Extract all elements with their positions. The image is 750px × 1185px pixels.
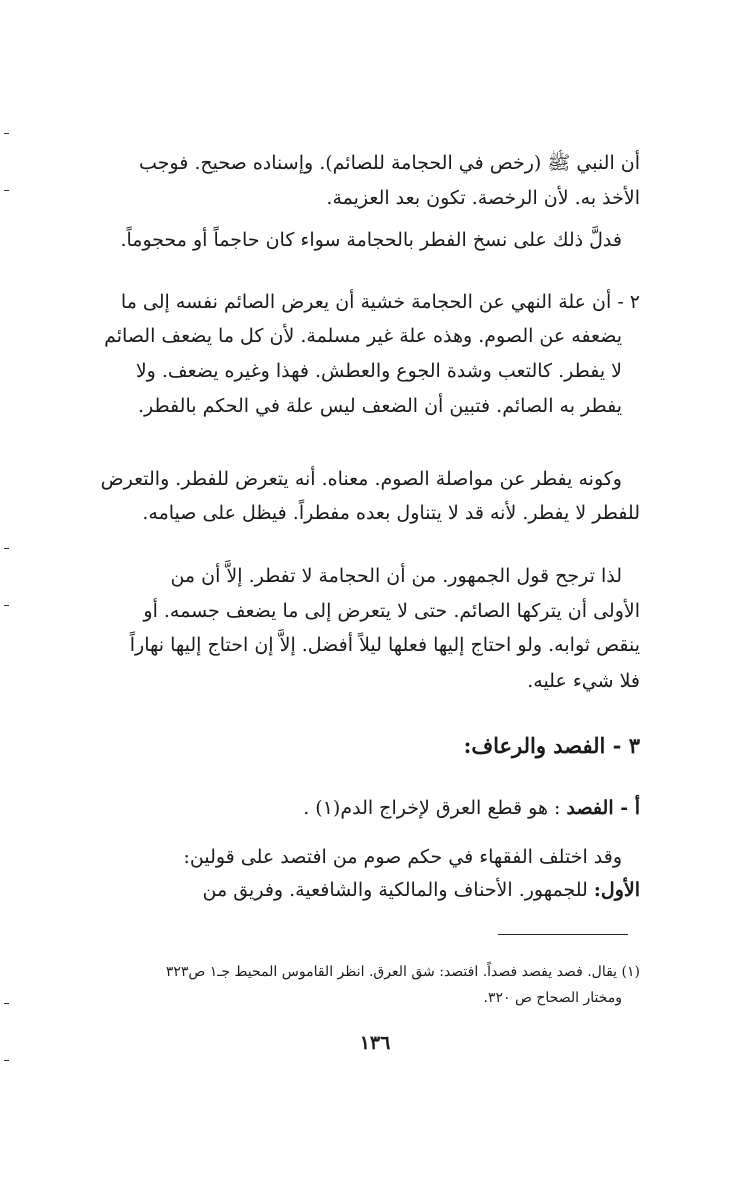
margin-tick: [4, 133, 9, 134]
body-line: الأخذ به. لأن الرخصة. تكون بعد العزيمة.: [326, 187, 640, 209]
margin-tick: [4, 1003, 9, 1004]
body-line: الأولى أن يتركها الصائم. حتى لا يتعرض إلى ما يضعف جسمه. أو: [143, 600, 640, 622]
definition-text: : هو قطع العرق لإخراج الدم(١) .: [303, 797, 561, 819]
margin-tick: [4, 548, 9, 549]
opinion-label: الأول:: [593, 879, 640, 901]
section-heading: ٣ - الفصد والرعاف:: [463, 733, 640, 758]
body-line: أن النبي ﷺ (رخص في الحجامة للصائم). وإسناده صحيح. فوجب: [139, 152, 640, 174]
margin-tick: [4, 190, 9, 191]
body-line: ينقص ثوابه. ولو احتاج إليها فعلها ليلاً أفضل. إلاَّ إن احتاج إليها نهاراً: [129, 634, 640, 656]
body-line: لذا ترجح قول الجمهور. من أن الحجامة لا تفطر. إلاَّ أن من: [170, 565, 622, 587]
body-line: للفطر لا يفطر. لأنه قد لا يتناول بعده مفطراً. فيظل على صيامه.: [142, 502, 640, 524]
body-line: يضعفه عن الصوم. وهذه علة غير مسلمة. لأن كل ما يضعف الصائم: [104, 325, 622, 347]
opinion-text: للجمهور. الأحناف والمالكية والشافعية. وفريق من: [202, 879, 588, 901]
footnote-line: (١) يقال. فصد يفصد فصداً. افتصد: شق العرق. انظر القاموس المحيط جـ١ ص٣٢٣: [165, 964, 640, 980]
page-number: ١٣٦: [359, 1032, 391, 1054]
body-line: وقد اختلف الفقهاء في حكم صوم من افتصد على قولين:: [183, 846, 622, 868]
margin-tick: [4, 605, 9, 606]
definition-label: أ - الفصد: [566, 797, 640, 819]
footnote-separator: [498, 934, 628, 935]
body-line: [203, 877, 640, 903]
body-line: فلا شيء عليه.: [527, 670, 640, 692]
body-line: ٢ - أن علة النهي عن الحجامة خشية أن يعرض الصائم نفسه إلى ما: [120, 291, 640, 313]
body-line: لا يفطر. كالتعب وشدة الجوع والعطش. فهذا وغيره يضعف. ولا: [135, 360, 622, 382]
body-line: وكونه يفطر عن مواصلة الصوم. معناه. أنه يتعرض للفطر. والتعرض: [100, 468, 622, 490]
definition-line: [303, 795, 640, 821]
body-line: يفطر به الصائم. فتبين أن الضعف ليس علة في الحكم بالفطر.: [137, 395, 622, 417]
body-line: فدلَّ ذلك على نسخ الفطر بالحجامة سواء كان حاجماً أو محجوماً.: [120, 229, 622, 251]
footnote-line: ومختار الصحاح ص ٣٢٠.: [483, 990, 622, 1006]
margin-tick: [4, 1060, 9, 1061]
